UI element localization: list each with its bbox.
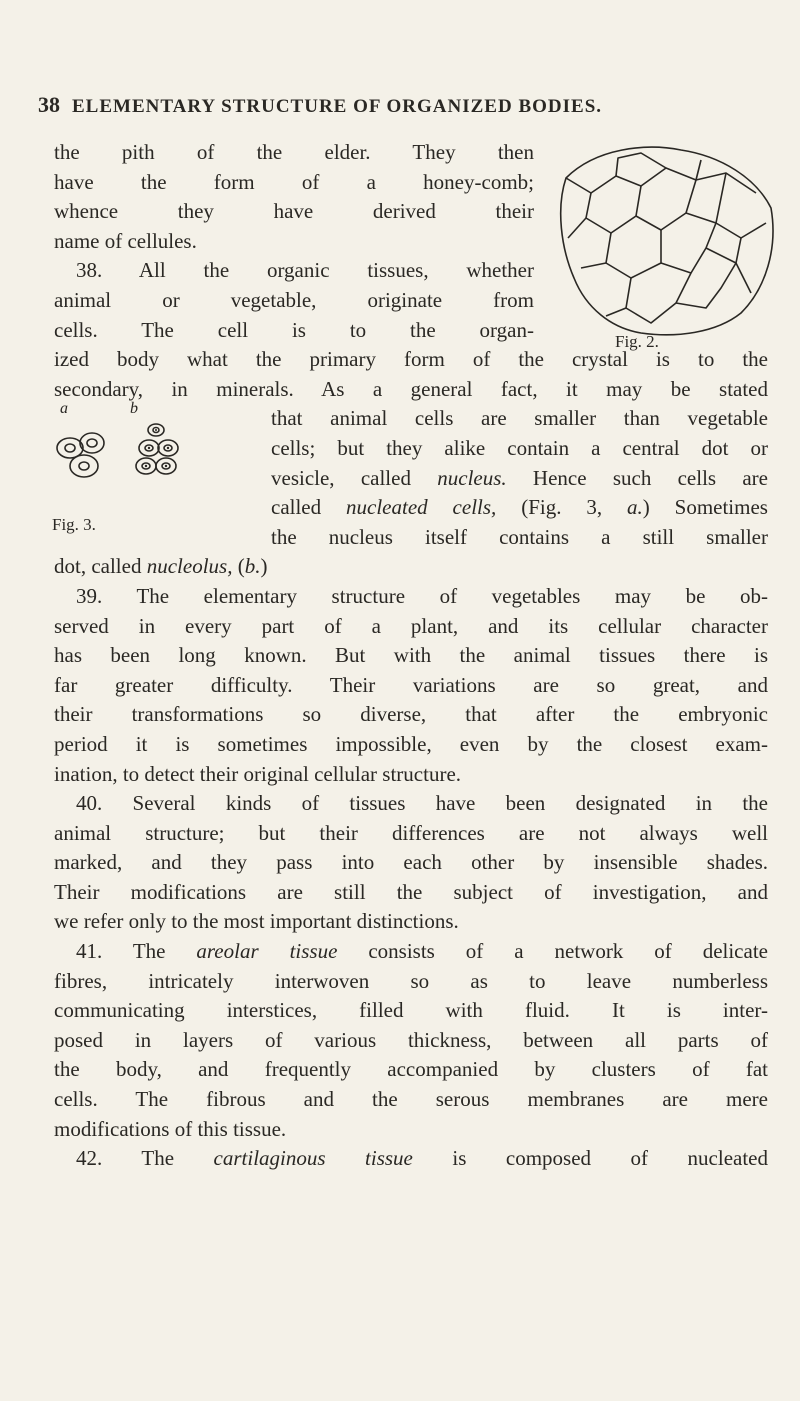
text-line: 38. All the organic tissues, whether [76,258,534,283]
text-line: their transformations so diverse, that after the embryonic [54,702,768,727]
text-line: 40. Several kinds of tissues have been designated in the [76,791,768,816]
text-line: the pith of the elder. They then [54,140,534,164]
text-line: period it is sometimes impossible, even by the closest exam- [54,731,768,756]
text-line: Their modifications are still the subject of investigation, and [54,879,768,904]
text-line: 41. The areolar tissue consists of a network of delicate [76,939,768,964]
text-line: cells. The cell is to the organ- [54,317,534,342]
text-line: 39. The elementary structure of vegetables may be ob- [76,583,768,608]
text-line: communicating interstices, filled with fluid. It is inter- [54,998,768,1023]
text-line: animal or vegetable, originate from [54,287,534,312]
text-line: animal structure; but their differences are not always well [54,820,768,845]
text-line: the body, and frequently accompanied by clusters of fat [54,1057,768,1082]
fig3-wrap-block [54,404,768,552]
text-line: called nucleated cells, (Fig. 3, a.) Sometimes [271,495,768,520]
text-line: have the form of a honey-comb; [54,169,534,194]
text-line: vesicle, called nucleus. Hence such cells are [271,465,768,490]
text-line: has been long known. But with the animal tissues there is [54,643,768,668]
figure-2-caption: Fig. 2. [615,332,659,351]
text-line: that animal cells are smaller than vegetable [271,406,768,431]
figure-3-label-a: a [60,400,68,417]
text-line: we refer only to the most important distinctions. [54,909,459,934]
body-text [54,138,768,1174]
text-line: the nucleus itself contains a still smaller [271,524,768,549]
text-line: posed in layers of various thickness, between all parts of [54,1027,768,1052]
running-header [38,92,778,118]
text-line: secondary, in minerals. As a general fact, it may be stated [54,376,768,401]
text-line: name of cellules. [54,228,197,253]
text-line: cells. The fibrous and the serous membranes are mere [54,1087,768,1112]
text-line: fibres, intricately interwoven so as to leave numberless [54,968,768,993]
text-line: ized body what the primary form of the crystal is to the [54,347,768,372]
text-line: whence they have derived their [54,199,534,224]
text-line: 42. The cartilaginous tissue is composed of nucleated [76,1146,768,1171]
text-line: far greater difficulty. Their variations are so great, and [54,672,768,697]
text-line: dot, called nucleolus, (b.) [54,554,268,579]
running-title: ELEMENTARY STRUCTURE OF ORGANIZED BODIES. [72,96,603,117]
text-line: marked, and they pass into each other by insensible shades. [54,850,768,875]
text-line: modifications of this tissue. [54,1116,287,1141]
text-line: served in every part of a plant, and its cellular character [54,613,768,638]
text-line: ination, to detect their original cellular structure. [54,761,462,786]
page-number: 38 [38,92,60,117]
figure-3-label-b: b [130,400,138,417]
text-line: cells; but they alike contain a central dot or [271,435,768,460]
figure-3-caption: Fig. 3. [52,515,96,534]
